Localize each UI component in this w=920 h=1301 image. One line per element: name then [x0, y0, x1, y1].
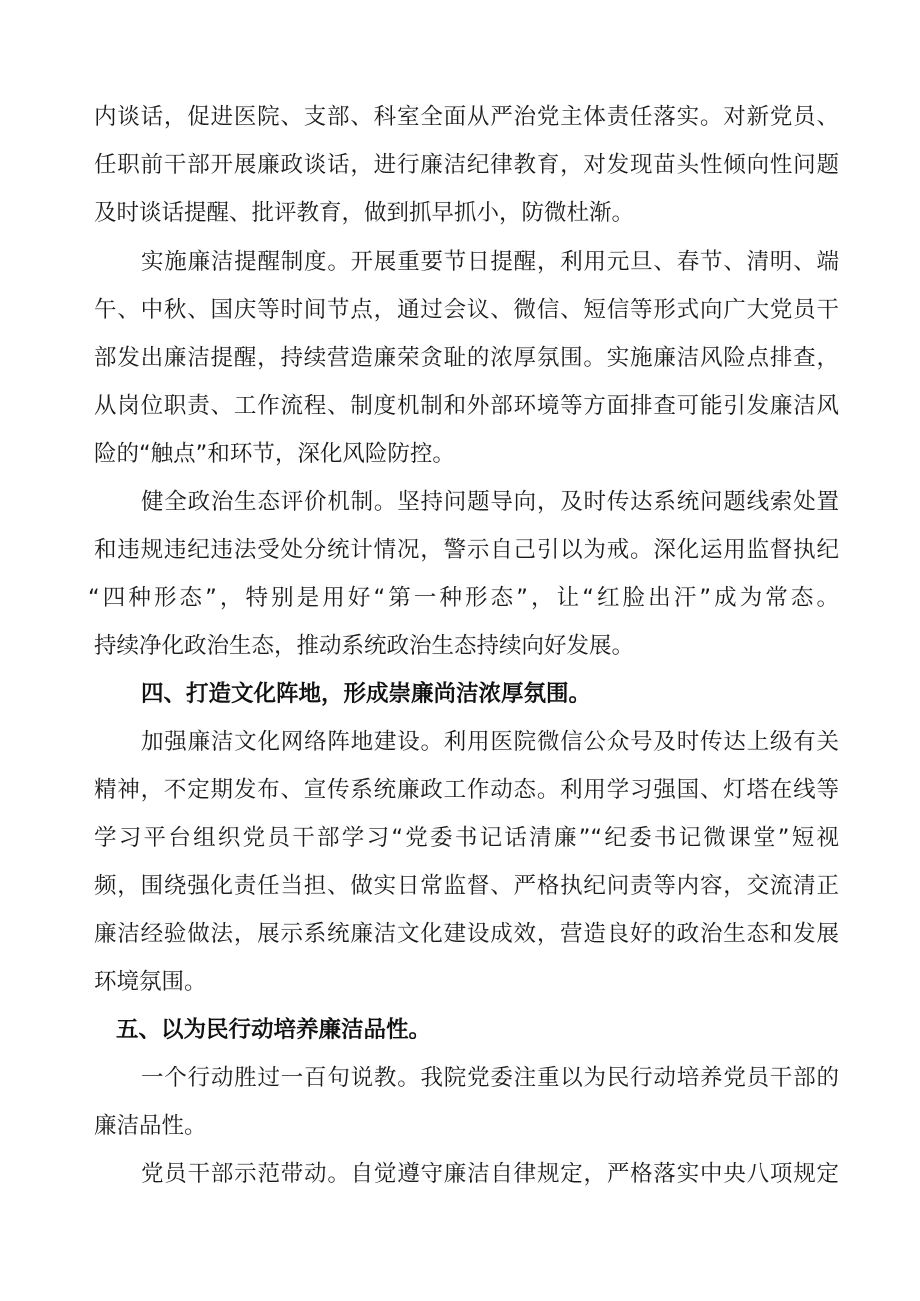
paragraph-start-line: 实施廉洁提醒制度。开展重要节日提醒，利用元旦、春节、清明、端 [141, 249, 839, 275]
paragraph-start-line: 加强廉洁文化网络阵地建设。利用医院微信公众号及时传达上级有关 [141, 729, 839, 755]
paragraph-start-line: 党员干部示范带动。自觉遵守廉洁自律规定，严格落实中央八项规定 [141, 1161, 839, 1187]
body-text-line: 从岗位职责、工作流程、制度机制和外部环境等方面排查可能引发廉洁风 [94, 393, 839, 419]
section-heading: 四、打造文化阵地，形成崇廉尚洁浓厚氛围。 [141, 681, 592, 707]
body-text-line: 午、中秋、国庆等时间节点，通过会议、微信、短信等形式向广大党员干 [94, 297, 839, 323]
body-text-line: “四种形态”，特别是用好“第一种形态”，让“红脸出汗”成为常态。 [88, 585, 839, 611]
body-text-line: 和违规违纪违法受处分统计情况，警示自己引以为戒。深化运用监督执纪 [94, 537, 839, 563]
paragraph-start-line: 健全政治生态评价机制。坚持问题导向，及时传达系统问题线索处置 [141, 489, 839, 515]
body-text-line: 频，围绕强化责任当担、做实日常监督、严格执纪问责等内容，交流清正 [94, 873, 839, 899]
body-text-line: 环境氛围。 [94, 969, 207, 995]
body-text-line: 险的“触点”和环节，深化风险防控。 [94, 441, 455, 467]
body-text-line: 学习平台组织党员干部学习“党委书记话清廉”“纪委书记微课堂”短视 [94, 825, 839, 851]
body-text-line: 及时谈话提醒、批评教育，做到抓早抓小，防微杜渐。 [94, 200, 635, 226]
paragraph-start-line: 一个行动胜过一百句说教。我院党委注重以为民行动培养党员干部的 [141, 1065, 839, 1091]
body-text-line: 内谈话，促进医院、支部、科室全面从严治党主体责任落实。对新党员、 [94, 104, 839, 130]
body-text-line: 廉洁经验做法，展示系统廉洁文化建设成效，营造良好的政治生态和发展 [94, 921, 839, 947]
section-heading: 五、以为民行动培养廉洁品性。 [116, 1017, 432, 1043]
body-text-line: 部发出廉洁提醒，持续营造廉荣贪耻的浓厚氛围。实施廉洁风险点排查， [94, 345, 839, 371]
body-text-line: 精神，不定期发布、宣传系统廉政工作动态。利用学习强国、灯塔在线等 [94, 777, 839, 803]
body-text-line: 持续净化政治生态，推动系统政治生态持续向好发展。 [94, 633, 635, 659]
body-text-line: 廉洁品性。 [94, 1113, 207, 1139]
body-text-line: 任职前干部开展廉政谈话，进行廉洁纪律教育，对发现苗头性倾向性问题 [94, 152, 839, 178]
